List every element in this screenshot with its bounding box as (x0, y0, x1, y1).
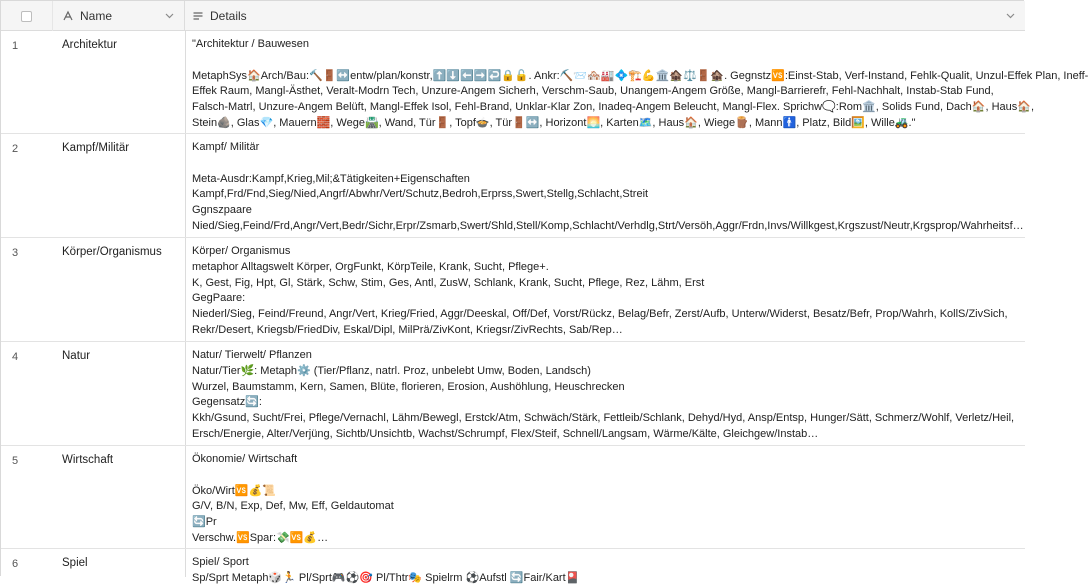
details-line: Spiel/ Sport (192, 556, 249, 568)
details-line: Meta-Ausdr:Kampf,Krieg,Mil;&Tätigkeiten+Eigenschaften (192, 172, 470, 185)
select-all-cell[interactable] (1, 1, 53, 31)
column-header-name[interactable] (53, 1, 185, 31)
details-line: Wurzel, Baumstamm, Kern, Samen, Blüte, florieren, Erosion, Aushöhlung, Heuschrecken (192, 380, 625, 393)
details-line: Ökonomie/ Wirtschaft (192, 453, 298, 465)
row-number: 4 (12, 351, 19, 363)
details-line: GegPaare: (192, 292, 246, 305)
table-row[interactable] (1, 549, 1025, 584)
name-cell[interactable]: Körper/Organismus (62, 246, 162, 258)
details-line: Körper/ Organismus (192, 245, 291, 257)
details-line: Ggnszpaare (192, 204, 252, 217)
table-row[interactable] (1, 134, 1025, 238)
details-line: Kampf,Frd/Fnd,Sieg/Nied,Angrf/Abwhr/Vert/Schutz,Bedroh,Erprss,Swert,Stellg,Schlacht,Streit (192, 188, 649, 201)
text-type-icon (62, 10, 74, 22)
details-cell[interactable] (185, 549, 1025, 584)
long-text-icon (192, 10, 204, 22)
details-line: Verschw.🆚Spar:💸🆚💰… (192, 531, 329, 544)
details-line: Gegensatz🔄: (192, 396, 262, 409)
grid-header (1, 1, 1025, 31)
row-number: 2 (12, 143, 19, 155)
details-line: Nied/Sieg,Feind/Frd,Angr/Vert,Bedr/Sichr,Erpr/Zsmarb,Swert/Shld,Stell/Komp,Schlacht/Verhdlg,Strt/Versöh,Aggr/Frdn,Invs/Willkgest,Krgszust/Neutr,Krgsprop/Wahrheitsf… (192, 219, 1024, 232)
chevron-down-icon[interactable] (1005, 10, 1016, 21)
details-line: MetaphSys🏠Arch/Bau:🔨🚪↔️entw/plan/konstr,⬆️⬇️⬅️➡️↩️🔒🔓. Ankr:⛏️📨🏘️🏭💠🏗️💪🏛️🏚️⚖️🚪🏚️. Gegnstz🆚:Einst-Stab, Verf-Instand, Fehlk-Qualit, Unzul-Effek Plan, Ineff- (192, 69, 1088, 82)
name-cell[interactable]: Spiel (62, 557, 88, 569)
details-line: Sp/Sprt Metaph🎲🏃 Pl/Sprt🎮⚽🎯 Pl/Thtr🎭 Spielrm ⚽Aufstl 🔄Fair/Kart🎴 (192, 571, 580, 584)
data-grid (1, 1, 1088, 584)
column-details-label: Details (210, 9, 247, 23)
table-row[interactable] (1, 342, 1025, 446)
details-line: Effek Raum, Mangl-Ästhet, Veralt-Modrn Tech, Unzure-Angem Sicherh, Verschm-Saub, Unangem-Angem Größe, Mangl-Barrierefr, Fehl-Nachhalt, Instab-Stab Fund, (192, 85, 994, 98)
details-cell[interactable] (185, 342, 1025, 445)
details-line: Kkh/Gsund, Sucht/Frei, Pflege/Vernachl, Lähm/Bewegl, Erstck/Atm, Schwäch/Stärk, Fettleib/Schlank, Dehyd/Hyd, Ansp/Entsp, Hunger/Sätt, Schmerz/Wohlf, Verletz/Heil, (192, 412, 1015, 425)
row-number: 6 (12, 558, 19, 570)
name-cell[interactable]: Architektur (62, 39, 117, 51)
details-cell[interactable] (185, 446, 1025, 548)
details-line: metaphor Alltagswelt Körper, OrgFunkt, KörpTeile, Krank, Sucht, Pflege+. (192, 260, 549, 273)
details-line: K, Gest, Fig, Hpt, Gl, Stärk, Schw, Stim, Ges, Antl, ZusW, Schlank, Krank, Sucht, Pflege, Rez, Lähm, Erst (192, 276, 705, 289)
table-row[interactable] (1, 31, 1088, 134)
details-cell[interactable] (185, 238, 1025, 341)
details-line: Öko/Wirt🆚💰📜 (192, 484, 276, 497)
details-cell[interactable] (185, 134, 1025, 237)
name-cell[interactable]: Natur (62, 350, 91, 362)
details-line: Stein🪨, Glas💎, Mauern🧱, Wege🛣️, Wand, Tür🚪, Topf🍲, Tür🚪↔️, Horizont🌅, Karten🗺️, Haus🏠, Wiege🪵, Mann🚹, Platz, Bild🖼️, Wille🚜." (192, 116, 916, 129)
details-line (192, 53, 1021, 69)
details-cell[interactable] (185, 31, 1088, 133)
details-line: Natur/ Tierwelt/ Pflanzen (192, 349, 312, 361)
details-line (192, 156, 1021, 172)
select-all-checkbox[interactable] (21, 11, 32, 22)
details-line: Rekr/Desert, Kriegsb/FriedDiv, Eskal/Dipl, MilPrä/ZivKont, Kriegsr/ZivRechts, Sab/Rep… (192, 323, 623, 336)
column-name-label: Name (80, 9, 113, 23)
row-number: 5 (12, 455, 19, 467)
column-header-details[interactable] (185, 1, 1025, 31)
details-line: Ersch/Energie, Alter/Verjüng, Sichtb/Unsichtb, Wachst/Schrumpf, Flex/Steif, Schnell/Langsam, Wärme/Kälte, Gleichgew/Instab… (192, 427, 819, 440)
details-line: "Architektur / Bauwesen (192, 38, 310, 50)
details-line: Falsch-Matrl, Unzure-Angem Belüft, Mangl-Effek Isol, Fehl-Brand, Unklar-Klar Zon, Inadeq-Angem Beleucht, Mangl-Flex. Sprichw🗨️:Rom🏛️, Solids Fund, Dach🏠, Haus🏠, (192, 101, 1035, 114)
details-line: 🔄Pr (192, 516, 217, 529)
details-line: Natur/Tier🌿: Metaph⚙️ (Tier/Pflanz, natrl. Proz, unbelebt Umw, Boden, Landsch) (192, 364, 591, 377)
table-row[interactable] (1, 446, 1025, 549)
details-line: Kampf/ Militär (192, 141, 260, 153)
details-line: Niederl/Sieg, Feind/Freund, Angr/Vert, Krieg/Fried, Aggr/Deeskal, Off/Def, Vorst/Rückz, Belag/Befr, Zerst/Aufb, Unterw/Widerst, Besatz/Befr, Prop/Wahrh, KollS/ZivSich, (192, 308, 1008, 321)
details-line: G/V, B/N, Exp, Def, Mw, Eff, Geldautomat (192, 500, 394, 513)
row-number: 1 (12, 40, 19, 52)
chevron-down-icon[interactable] (164, 10, 175, 21)
table-row[interactable] (1, 238, 1025, 342)
details-line (192, 468, 1021, 484)
name-cell[interactable]: Kampf/Militär (62, 142, 130, 154)
name-cell[interactable]: Wirtschaft (62, 454, 114, 466)
row-number: 3 (12, 247, 19, 259)
